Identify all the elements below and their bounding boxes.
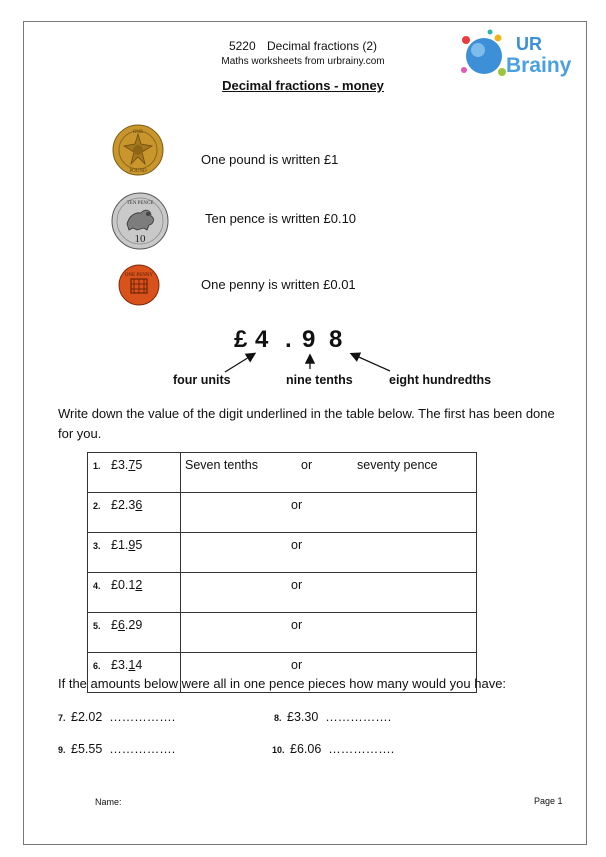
svg-text:ONE: ONE: [132, 130, 144, 135]
table-row: [88, 533, 477, 573]
or-label: or: [291, 578, 303, 592]
answer-cell[interactable]: [181, 493, 477, 533]
amount-cell: 2. £2.36: [88, 493, 181, 533]
example-tenths-digit: 9: [302, 326, 317, 353]
svg-text:ONE PENNY: ONE PENNY: [124, 273, 154, 278]
logo-ur: UR: [516, 34, 542, 54]
example-decimal-point: .: [285, 326, 293, 353]
amount-cell: 6. £3.14: [88, 653, 181, 693]
one-pound-caption: One pound is written £1: [201, 152, 339, 167]
table-row: [88, 453, 477, 493]
name-label: Name:: [95, 797, 122, 807]
question-7[interactable]: 7. £2.02 …………….: [58, 710, 176, 724]
or-label: or: [291, 658, 303, 672]
ten-pence-coin-icon: [111, 192, 169, 250]
example-answer-a: Seven tenths: [185, 458, 258, 472]
digit-value-table: [87, 452, 477, 693]
svg-text:TEN PENCE: TEN PENCE: [126, 201, 154, 206]
page-title: Decimal fractions - money: [222, 78, 384, 93]
pence-instruction: If the amounts below were all in one pence pieces how many would you have:: [58, 676, 507, 691]
worksheet-code: 5220: [228, 39, 256, 53]
amount-cell: 5. £6.29: [88, 613, 181, 653]
one-penny-coin-icon: [118, 264, 160, 306]
answer-cell[interactable]: [181, 613, 477, 653]
table-row: [88, 493, 477, 533]
worksheet-title: Decimal fractions (2): [267, 39, 378, 53]
table-instruction: Write down the value of the digit underlined in the table below. The first has been done for you.: [58, 406, 555, 441]
label-eight-hundredths: eight hundredths: [389, 373, 492, 387]
label-four-units: four units: [173, 373, 231, 387]
urbrainy-logo: [458, 26, 584, 82]
or-label: or: [291, 498, 303, 512]
logo-brainy: Brainy: [506, 54, 572, 77]
question-8[interactable]: 8. £3.30 …………….: [274, 710, 392, 724]
one-penny-caption: One penny is written £0.01: [201, 277, 356, 292]
ten-pence-caption: Ten pence is written £0.10: [205, 211, 357, 226]
one-pound-coin-icon: [112, 124, 164, 176]
example-hundredths-digit: 8: [329, 326, 344, 353]
or-label: or: [291, 538, 303, 552]
example-units-digit: 4: [255, 326, 270, 353]
worksheet-subtitle: Maths worksheets from urbrainy.com: [221, 56, 385, 67]
table-row: [88, 573, 477, 613]
answer-cell: [181, 453, 477, 493]
or-label: or: [291, 618, 303, 632]
example-answer-b: seventy pence: [357, 458, 438, 472]
page-number: Page 1: [534, 796, 563, 806]
amount-cell: 3. £1.95: [88, 533, 181, 573]
or-label: or: [301, 458, 313, 472]
label-nine-tenths: nine tenths: [286, 373, 353, 387]
answer-cell[interactable]: [181, 533, 477, 573]
svg-text:POUND: POUND: [129, 169, 147, 174]
answer-cell[interactable]: [181, 573, 477, 613]
ten-pence-value: 10: [134, 233, 146, 245]
question-10[interactable]: 10. £6.06 …………….: [272, 742, 395, 756]
amount-cell: 4. £0.12: [88, 573, 181, 613]
example-pound-sign: £: [234, 326, 249, 353]
table-row: [88, 613, 477, 653]
amount-cell: 1. £3.75: [88, 453, 181, 493]
question-9[interactable]: 9. £5.55 …………….: [58, 742, 176, 756]
